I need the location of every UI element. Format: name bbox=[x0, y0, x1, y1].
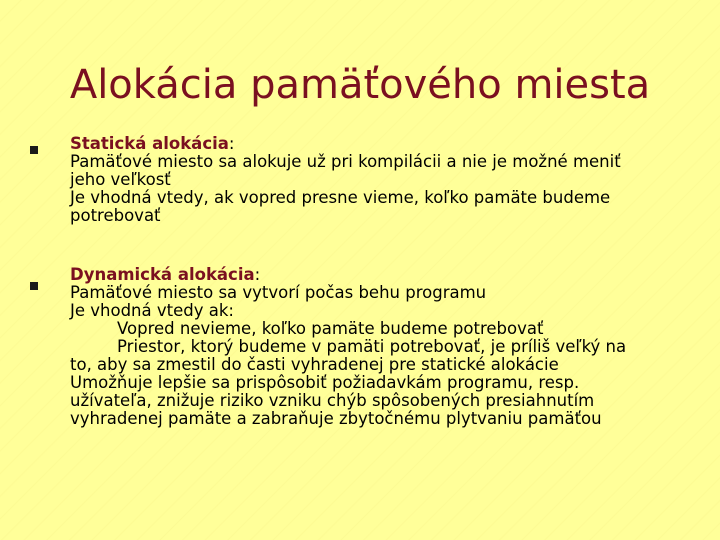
item-colon: : bbox=[254, 265, 261, 284]
item-line: Pamäťové miesto sa alokuje už pri kompilácii a nie je možné meniť bbox=[70, 152, 621, 171]
slide-title: Alokácia pamäťového miesta bbox=[69, 62, 651, 108]
item-heading bbox=[70, 135, 680, 153]
item-line: Umožňuje lepšie sa prispôsobiť požiadavkám programu, resp. bbox=[70, 373, 580, 392]
item-indented-line: Vopred nevieme, koľko pamäte budeme potrebovať bbox=[117, 319, 544, 338]
item-line: potrebovať bbox=[70, 206, 161, 225]
square-bullet-icon bbox=[30, 146, 38, 154]
item-colon: : bbox=[228, 134, 235, 153]
item-line: Je vhodná vtedy, ak vopred presne vieme, koľko pamäte budeme bbox=[70, 188, 611, 207]
item-line: jeho veľkosť bbox=[70, 170, 171, 189]
item-indented-line: Priestor, ktorý budeme v pamäti potrebovať, je príliš veľký na bbox=[117, 337, 627, 356]
bullet-item-dynamic bbox=[70, 266, 680, 428]
item-line: užívateľa, znižuje riziko vzniku chýb spôsobených presiahnutím bbox=[70, 391, 595, 410]
item-heading bbox=[70, 266, 680, 284]
item-line: to, aby sa zmestil do časti vyhradenej pre statické alokácie bbox=[70, 355, 559, 374]
item-keyword: Statická alokácia bbox=[70, 134, 229, 153]
item-keyword: Dynamická alokácia bbox=[70, 265, 255, 284]
bullet-item-static bbox=[70, 135, 680, 225]
square-bullet-icon bbox=[30, 282, 38, 290]
item-line: vyhradenej pamäte a zabraňuje zbytočnému plytvaniu pamäťou bbox=[70, 409, 602, 428]
item-line: Je vhodná vtedy ak: bbox=[70, 301, 234, 320]
item-line: Pamäťové miesto sa vytvorí počas behu programu bbox=[70, 283, 487, 302]
